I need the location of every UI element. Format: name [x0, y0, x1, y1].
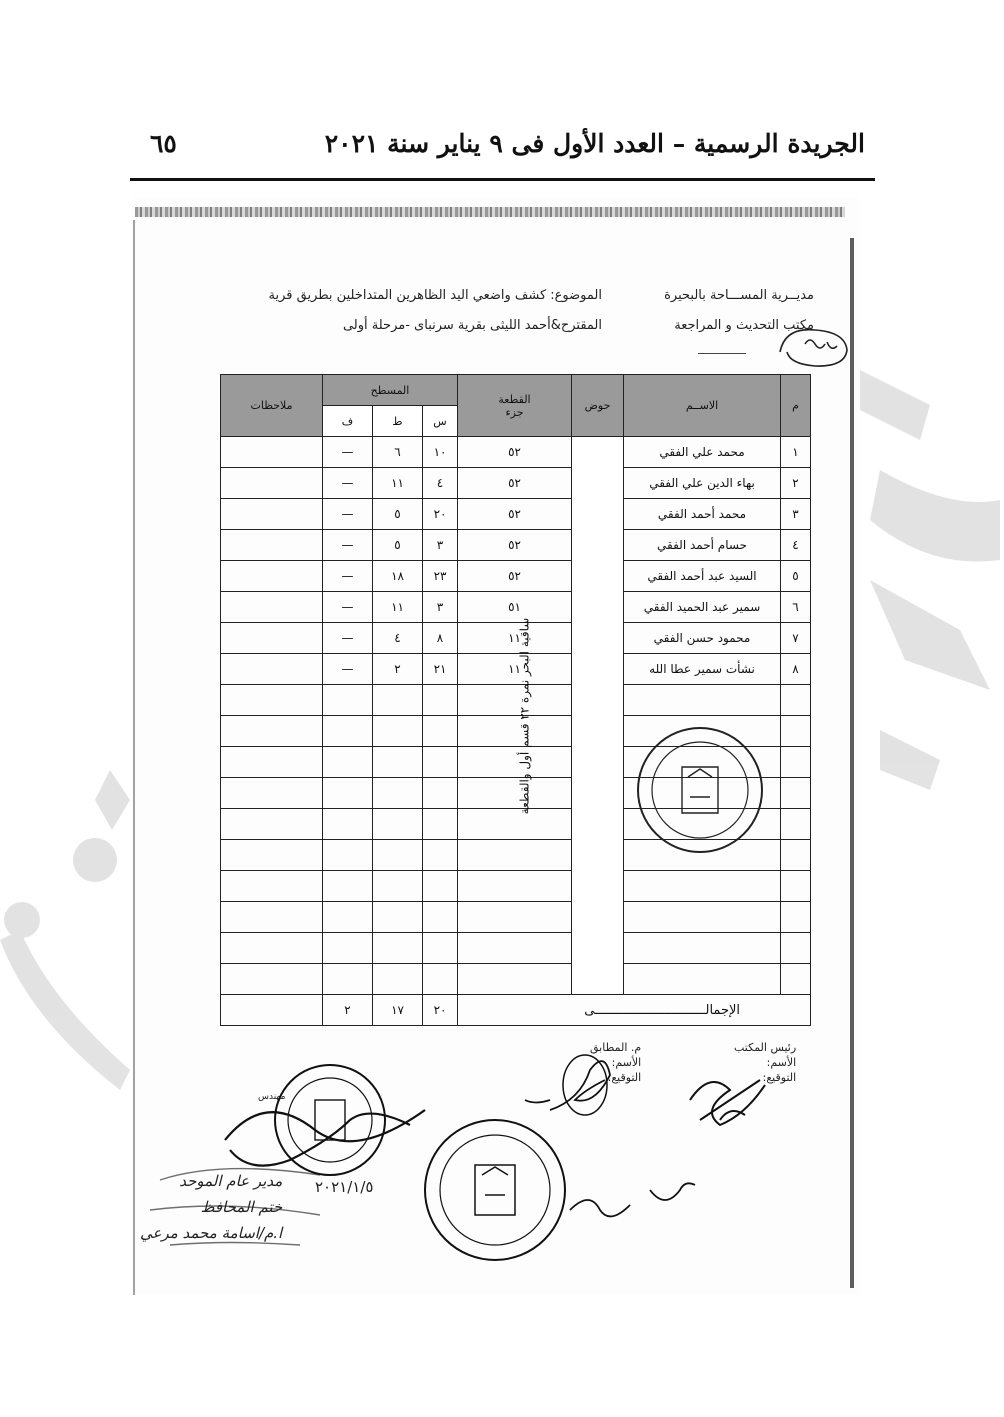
table-row — [221, 685, 811, 716]
subject-block — [222, 281, 602, 341]
row-name: نشأت سمير عطا الله — [624, 654, 781, 685]
row-area-t: ٢ — [373, 654, 423, 685]
col-header-s: س — [423, 406, 458, 437]
row-notes — [221, 437, 323, 468]
row-notes — [221, 499, 323, 530]
row-area-t: ١٨ — [373, 561, 423, 592]
row-parcel: ٥٢ — [458, 561, 572, 592]
row-area-t — [373, 933, 423, 964]
row-notes — [221, 530, 323, 561]
row-notes — [221, 592, 323, 623]
head-office-signature — [690, 1080, 765, 1125]
row-parcel — [458, 871, 572, 902]
row-notes — [221, 654, 323, 685]
row-notes — [221, 685, 323, 716]
table-row — [221, 902, 811, 933]
engineer-title: م. المطابق — [590, 1041, 642, 1054]
table-row — [221, 964, 811, 995]
row-index — [781, 840, 811, 871]
row-parcel: ٥١ — [458, 592, 572, 623]
table-row — [221, 437, 811, 468]
row-notes — [221, 902, 323, 933]
row-name: حسام أحمد الفقي — [624, 530, 781, 561]
row-notes — [221, 561, 323, 592]
row-notes — [221, 716, 323, 747]
hand-note-1: مدير عام الموحد — [179, 1172, 283, 1190]
row-area-s: ٣ — [423, 530, 458, 561]
row-notes — [221, 933, 323, 964]
row-area-s: ٢٠ — [423, 499, 458, 530]
row-index: ٢ — [781, 468, 811, 499]
row-area-s — [423, 778, 458, 809]
row-area-s: ٣ — [423, 592, 458, 623]
engineer-name-label: الأسم: — [611, 1056, 642, 1069]
row-notes — [221, 964, 323, 995]
hand-note-2: ختم المحافظ — [200, 1198, 283, 1216]
row-parcel: ٥٢ — [458, 530, 572, 561]
col-header-f: ف — [323, 406, 373, 437]
head-office-name-label: الأسم: — [766, 1056, 797, 1069]
row-index — [781, 778, 811, 809]
row-parcel — [458, 902, 572, 933]
row-area-t: ٥ — [373, 530, 423, 561]
row-name — [624, 685, 781, 716]
stamp-signature — [570, 1183, 695, 1216]
table-row — [221, 623, 811, 654]
table-row — [221, 468, 811, 499]
row-area-s — [423, 902, 458, 933]
head-office-signature-label: التوقيع: — [762, 1071, 797, 1084]
signatures-and-stamps — [130, 1020, 860, 1300]
row-index — [781, 933, 811, 964]
row-area-t — [373, 871, 423, 902]
row-area-f: — — [323, 468, 373, 499]
row-area-f — [323, 716, 373, 747]
date-note: ٢٠٢١/١/٥ — [315, 1178, 374, 1196]
table-row — [221, 592, 811, 623]
row-name: السيد عبد أحمد الفقي — [624, 561, 781, 592]
row-area-f: — — [323, 437, 373, 468]
row-area-f: — — [323, 530, 373, 561]
basin-merged-cell — [517, 437, 624, 995]
department-underline — [698, 353, 746, 354]
row-notes — [221, 871, 323, 902]
col-header-index: م — [781, 375, 811, 437]
row-name: محمد علي الفقي — [624, 437, 781, 468]
row-parcel — [458, 809, 572, 840]
row-parcel: ١١ — [458, 654, 572, 685]
engineer-signature-label: التوقيع: — [607, 1071, 642, 1084]
row-parcel — [458, 747, 572, 778]
holders-table — [220, 374, 811, 1026]
col-header-name: الاســم — [624, 375, 781, 437]
row-area-f: — — [323, 654, 373, 685]
scan-top-strip — [135, 207, 845, 217]
row-area-t: ١١ — [373, 468, 423, 499]
row-area-s — [423, 964, 458, 995]
row-parcel: ٥٢ — [458, 437, 572, 468]
row-parcel: ٥٢ — [458, 499, 572, 530]
row-index: ٦ — [781, 592, 811, 623]
director-signature — [225, 1110, 425, 1166]
row-area-f — [323, 778, 373, 809]
col-header-notes: ملاحظات — [221, 375, 323, 437]
row-parcel — [458, 778, 572, 809]
total-area-t: ١٧ — [373, 995, 423, 1026]
row-area-t: ٥ — [373, 499, 423, 530]
row-area-t: ٤ — [373, 623, 423, 654]
row-area-t: ٦ — [373, 437, 423, 468]
row-area-f — [323, 809, 373, 840]
row-notes — [221, 468, 323, 499]
row-area-s — [423, 933, 458, 964]
row-area-t — [373, 778, 423, 809]
department-name: مديــرية المســـاحة بالبحيرة — [664, 288, 814, 303]
total-area-s: ٢٠ — [423, 995, 458, 1026]
row-area-f: — — [323, 592, 373, 623]
row-area-s — [423, 809, 458, 840]
row-parcel: ١١ — [458, 623, 572, 654]
row-area-s: ٢١ — [423, 654, 458, 685]
office-name: مكتب التحديث و المراجعة — [674, 318, 814, 333]
col-header-t: ط — [373, 406, 423, 437]
col-header-parcel — [458, 375, 572, 437]
row-index: ٥ — [781, 561, 811, 592]
row-notes — [221, 840, 323, 871]
parcel-header-sub: جزء — [505, 405, 524, 419]
row-index: ٤ — [781, 530, 811, 561]
row-name: محمد أحمد الفقي — [624, 499, 781, 530]
table-stamp — [620, 715, 780, 865]
row-area-f — [323, 747, 373, 778]
row-area-t — [373, 747, 423, 778]
row-notes — [221, 747, 323, 778]
row-name: بهاء الدين علي الفقي — [624, 468, 781, 499]
page-header — [130, 125, 875, 175]
row-area-f — [323, 933, 373, 964]
table-row — [221, 871, 811, 902]
total-label: الإجمالـــــــــــــــــــــــــــــى — [458, 995, 811, 1026]
basin-label: ساقية البحر نمرة ٢٢ قسم أول والقطعة — [517, 617, 532, 814]
row-index: ١ — [781, 437, 811, 468]
row-area-f — [323, 964, 373, 995]
row-area-t — [373, 685, 423, 716]
hand-note-3: ا.م/اسامة محمد مرعي — [140, 1224, 283, 1242]
subject-line-2: المقترح&أحمد الليثى بقرية سرنباى -مرحلة أولى — [342, 318, 602, 333]
col-header-basin: حوض — [572, 375, 624, 437]
table-row — [221, 530, 811, 561]
right-round-stamp — [425, 1120, 565, 1260]
row-name — [624, 933, 781, 964]
row-index — [781, 809, 811, 840]
row-area-s: ٢٣ — [423, 561, 458, 592]
director-label: مهندس — [258, 1092, 286, 1102]
head-office-title: رئيس المكتب — [734, 1041, 797, 1054]
gazette-title: الجريدة الرسمية – العدد الأول فى ٩ يناير سنة ٢٠٢١ — [324, 129, 865, 158]
row-area-f: — — [323, 623, 373, 654]
row-name — [624, 964, 781, 995]
row-area-t — [373, 964, 423, 995]
row-index — [781, 716, 811, 747]
page-number: ٦٥ — [150, 129, 177, 158]
parcel-header-label: القطعة — [498, 392, 531, 406]
row-area-s: ١٠ — [423, 437, 458, 468]
handwritten-mark — [775, 322, 853, 372]
row-area-s — [423, 840, 458, 871]
row-notes — [221, 778, 323, 809]
row-area-t — [373, 716, 423, 747]
table-row — [221, 933, 811, 964]
row-name — [624, 902, 781, 933]
row-area-f — [323, 685, 373, 716]
row-index — [781, 871, 811, 902]
row-index — [781, 747, 811, 778]
row-name: محمود حسن الفقي — [624, 623, 781, 654]
row-area-f — [323, 840, 373, 871]
row-notes — [221, 809, 323, 840]
table-row — [221, 561, 811, 592]
row-index — [781, 964, 811, 995]
row-area-t — [373, 902, 423, 933]
row-parcel — [458, 933, 572, 964]
row-parcel: ٥٢ — [458, 468, 572, 499]
row-notes — [221, 623, 323, 654]
row-area-s: ٨ — [423, 623, 458, 654]
row-area-f — [323, 871, 373, 902]
row-name — [624, 871, 781, 902]
subject-line-1: الموضوع: كشف واضعي اليد الظاهرين المتداخلين بطريق قرية — [268, 288, 602, 303]
row-index — [781, 685, 811, 716]
row-area-s — [423, 747, 458, 778]
handwritten-notes — [140, 1168, 282, 1246]
row-area-f: — — [323, 561, 373, 592]
row-area-f: — — [323, 499, 373, 530]
col-header-area: المسطح — [323, 375, 458, 406]
row-index — [781, 902, 811, 933]
row-name: سمير عبد الحميد الفقي — [624, 592, 781, 623]
row-area-t — [373, 840, 423, 871]
table-row — [221, 499, 811, 530]
row-area-t: ١١ — [373, 592, 423, 623]
table-row — [221, 654, 811, 685]
row-area-t — [373, 809, 423, 840]
header-rule — [130, 178, 875, 181]
row-area-s: ٤ — [423, 468, 458, 499]
row-index: ٣ — [781, 499, 811, 530]
row-parcel — [458, 964, 572, 995]
row-parcel — [458, 840, 572, 871]
total-area-f: ٢ — [323, 995, 373, 1026]
row-index: ٧ — [781, 623, 811, 654]
row-index: ٨ — [781, 654, 811, 685]
row-area-f — [323, 902, 373, 933]
row-area-s — [423, 871, 458, 902]
